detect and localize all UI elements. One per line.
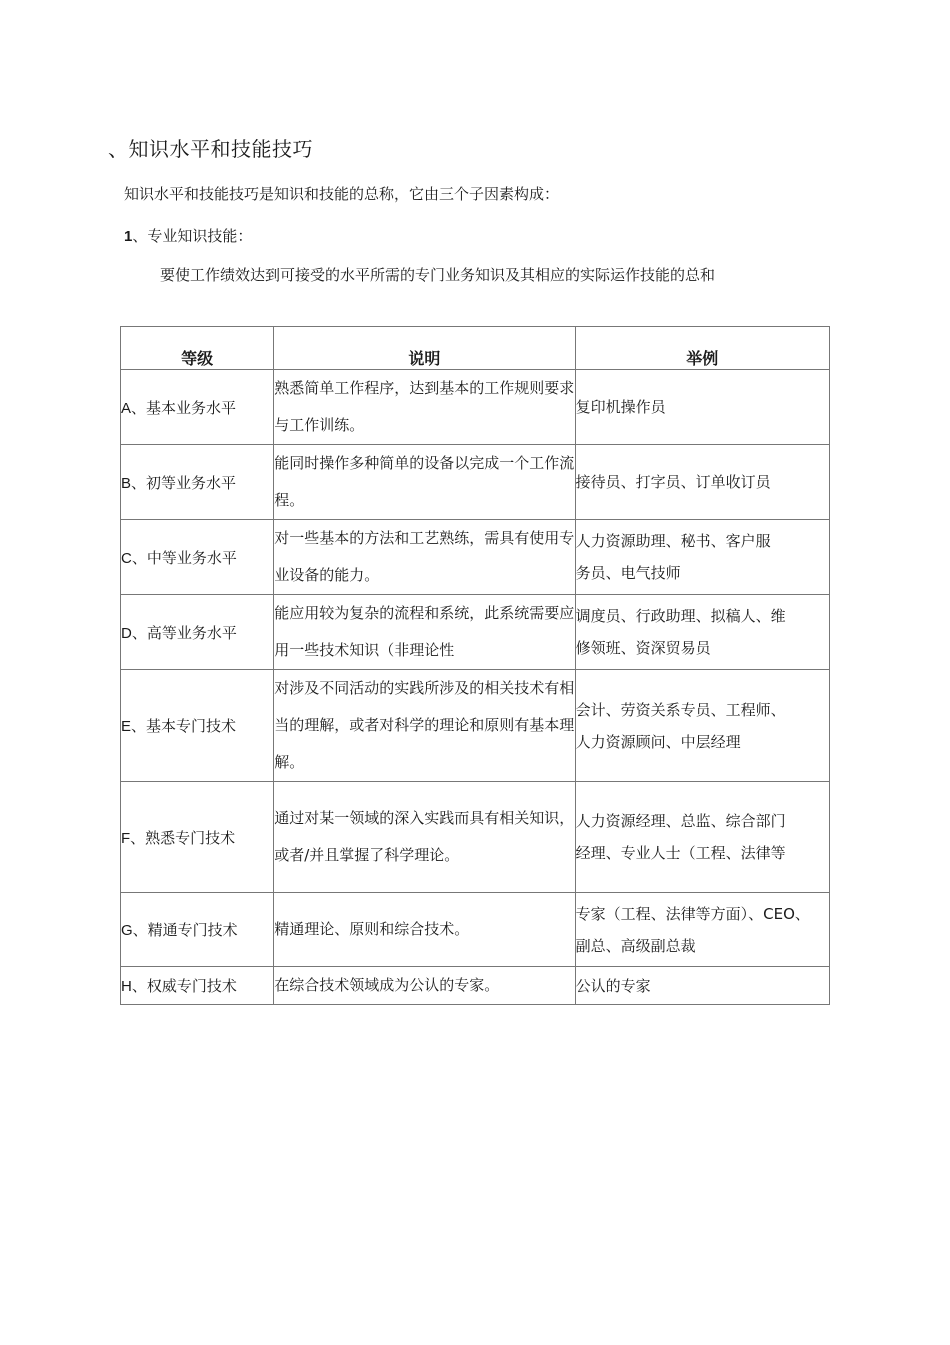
skill-level-table bbox=[120, 326, 830, 1005]
example-line: 人力资源顾问、中层经理 bbox=[575, 732, 741, 751]
description-cell: 精通理论、原则和综合技术。 bbox=[274, 893, 575, 967]
level-cell bbox=[121, 370, 274, 445]
section-heading: 、知识水平和技能技巧 bbox=[108, 137, 313, 161]
table-row bbox=[121, 893, 830, 967]
example-line: 专家（工程、法律等方面）、CEO、 bbox=[575, 904, 810, 923]
level-letter: F bbox=[121, 829, 131, 847]
example-cell bbox=[575, 967, 829, 1005]
example-line: 修领班、资深贸易员 bbox=[575, 639, 711, 657]
level-name: 、基本业务水平 bbox=[131, 398, 237, 417]
header-description: 说明 bbox=[274, 327, 575, 370]
level-cell bbox=[121, 595, 274, 670]
example-line: 会计、劳资关系专员、工程师、 bbox=[575, 700, 786, 719]
subsection-number: 1 bbox=[124, 228, 133, 245]
level-cell bbox=[121, 782, 274, 893]
level-cell bbox=[121, 670, 274, 782]
level-name: 、高等业务水平 bbox=[131, 623, 237, 642]
example-line: 经理、专业人士（工程、法律等 bbox=[575, 844, 786, 862]
level-cell bbox=[121, 445, 274, 520]
example-cell bbox=[575, 595, 829, 670]
subsection-description: 要使工作绩效达到可接受的水平所需的专门业务知识及其相应的实际运作技能的总和 bbox=[160, 266, 716, 284]
level-name: 、中等业务水平 bbox=[131, 548, 237, 567]
example-line: 接待员、打字员、订单收订员 bbox=[575, 473, 771, 491]
table-row bbox=[121, 370, 830, 445]
level-letter: C bbox=[121, 549, 132, 567]
subsection-title bbox=[124, 225, 252, 246]
example-line: 人力资源助理、秘书、客户服 bbox=[575, 532, 771, 550]
description-cell: 熟悉简单工作程序，达到基本的工作规则要求与工作训练。 bbox=[274, 370, 575, 445]
description-cell: 对一些基本的方法和工艺熟练，需具有使用专业设备的能力。 bbox=[274, 520, 575, 595]
table-row bbox=[121, 782, 830, 893]
level-name: 、初等业务水平 bbox=[131, 473, 237, 492]
example-cell bbox=[575, 520, 829, 595]
description-cell: 通过对某一领域的深入实践而具有相关知识，或者/并且掌握了科学理论。 bbox=[274, 782, 575, 893]
example-cell bbox=[575, 445, 829, 520]
example-cell bbox=[575, 893, 829, 967]
description-cell: 能同时操作多种简单的设备以完成一个工作流程。 bbox=[274, 445, 575, 520]
level-name: 、基本专门技术 bbox=[131, 717, 237, 735]
level-cell bbox=[121, 520, 274, 595]
example-line: 副总、高级副总裁 bbox=[575, 936, 696, 955]
example-line: 人力资源经理、总监、综合部门 bbox=[575, 812, 786, 830]
example-cell bbox=[575, 782, 829, 893]
level-letter: G bbox=[121, 922, 133, 939]
level-letter: D bbox=[121, 624, 132, 642]
table-row bbox=[121, 967, 830, 1005]
level-name: 、精通专门技术 bbox=[132, 921, 238, 939]
level-letter: E bbox=[121, 718, 132, 735]
table-header-row bbox=[121, 327, 830, 370]
level-name: 、权威专门技术 bbox=[131, 977, 237, 995]
level-cell bbox=[121, 967, 274, 1005]
header-example: 举例 bbox=[575, 327, 829, 370]
description-cell: 对涉及不同活动的实践所涉及的相关技术有相当的理解，或者对科学的理论和原则有基本理解。 bbox=[274, 670, 575, 782]
table-row bbox=[121, 670, 830, 782]
level-letter: H bbox=[121, 978, 132, 995]
example-cell bbox=[575, 670, 829, 782]
level-cell bbox=[121, 893, 274, 967]
example-line: 调度员、行政助理、拟稿人、维 bbox=[575, 607, 786, 625]
description-cell: 在综合技术领域成为公认的专家。 bbox=[274, 967, 575, 1005]
example-cell bbox=[575, 370, 829, 445]
table-row bbox=[121, 520, 830, 595]
example-line: 公认的专家 bbox=[575, 976, 651, 995]
level-letter: A bbox=[121, 399, 132, 417]
table-row bbox=[121, 445, 830, 520]
header-level: 等级 bbox=[121, 327, 274, 370]
intro-paragraph: 知识水平和技能技巧是知识和技能的总称，它由三个子因素构成： bbox=[124, 185, 560, 203]
level-name: 、熟悉专门技术 bbox=[130, 828, 236, 847]
level-letter: B bbox=[121, 474, 132, 492]
example-line: 务员、电气技师 bbox=[575, 564, 681, 582]
table-row bbox=[121, 595, 830, 670]
example-line: 复印机操作员 bbox=[575, 398, 666, 416]
subsection-label: 、专业知识技能： bbox=[132, 227, 253, 245]
description-cell: 能应用较为复杂的流程和系统，此系统需要应用一些技术知识（非理论性 bbox=[274, 595, 575, 670]
